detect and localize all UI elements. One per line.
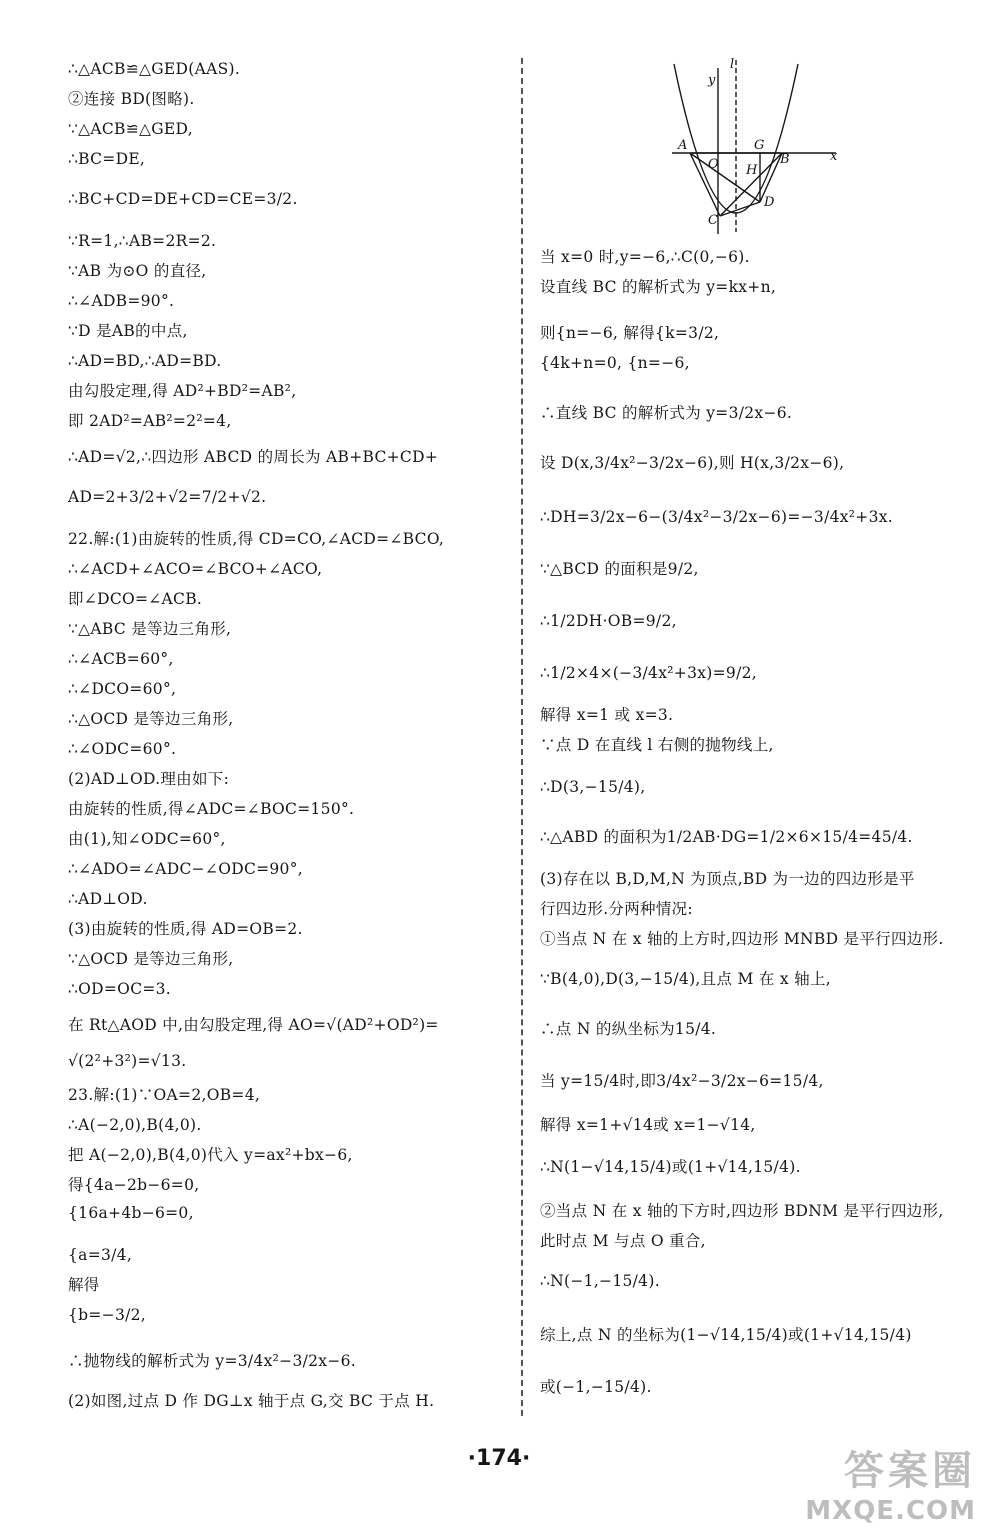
label-x: x [830, 149, 838, 164]
text-line: ∴△OCD 是等边三角形, [68, 710, 234, 728]
text-line: 即 2AD²=AB²=2²=4, [68, 412, 232, 430]
text-line: ∴直线 BC 的解析式为 y=3/2x−6. [540, 404, 793, 422]
text-line: ∵△BCD 的面积是9/2, [540, 560, 699, 578]
text-line: ∴抛物线的解析式为 y=3/4x²−3/2x−6. [68, 1352, 357, 1370]
parabola-figure [670, 56, 850, 236]
label-H: H [746, 163, 758, 178]
label-D: D [764, 195, 775, 210]
text-line: ∵B(4,0),D(3,−15/4),且点 M 在 x 轴上, [540, 970, 832, 988]
label-B: B [780, 152, 790, 167]
text-line: 把 A(−2,0),B(4,0)代入 y=ax²+bx−6, [68, 1146, 353, 1164]
text-line: ∴∠ACB=60°, [68, 650, 174, 668]
text-line: 得{4a−2b−6=0, [68, 1176, 200, 1194]
text-line: 当 x=0 时,y=−6,∴C(0,−6). [540, 248, 750, 266]
label-A: A [678, 138, 688, 153]
text-line: ∴DH=3/2x−6−(3/4x²−3/2x−6)=−3/4x²+3x. [540, 508, 894, 526]
text-line: 当 y=15/4时,即3/4x²−3/2x−6=15/4, [540, 1072, 824, 1090]
text-line: ∴AD=√2,∴四边形 ABCD 的周长为 AB+BC+CD+ [68, 448, 439, 466]
text-line: AD=2+3/2+√2=7/2+√2. [68, 488, 267, 506]
text-line: {a=3/4, [68, 1246, 133, 1264]
text-line: ∴N(−1,−15/4). [540, 1272, 660, 1290]
text-line: 由(1),知∠ODC=60°, [68, 830, 226, 848]
watermark-logo [805, 1439, 976, 1526]
text-line: ∴1/2×4×(−3/4x²+3x)=9/2, [540, 664, 757, 682]
text-line: (2)AD⊥OD.理由如下: [68, 770, 230, 788]
text-line: 23.解:(1)∵OA=2,OB=4, [68, 1086, 261, 1104]
text-line: 则{n=−6, 解得{k=3/2, [540, 324, 720, 342]
text-line: 设直线 BC 的解析式为 y=kx+n, [540, 278, 777, 296]
text-line: {b=−3/2, [68, 1306, 147, 1324]
text-line: ∴A(−2,0),B(4,0). [68, 1116, 202, 1134]
text-line: ∴∠ADO=∠ADC−∠ODC=90°, [68, 860, 303, 878]
text-line: ∴1/2DH·OB=9/2, [540, 612, 677, 630]
text-line: ∴AD=BD,∴AD=BD. [68, 352, 222, 370]
watermark-title: 答案圈 [844, 1448, 976, 1494]
text-line: 22.解:(1)由旋转的性质,得 CD=CO,∠ACD=∠BCO, [68, 530, 445, 548]
label-C: C [708, 213, 718, 228]
text-line: ∵AB 为⊙O 的直径, [68, 262, 207, 280]
text-line: ∴OD=OC=3. [68, 980, 172, 998]
text-line: ∴△ACB≌△GED(AAS). [68, 60, 241, 78]
text-line: 由勾股定理,得 AD²+BD²=AB², [68, 382, 297, 400]
text-line: ∵△OCD 是等边三角形, [68, 950, 234, 968]
text-line: ∴∠ADB=90°. [68, 292, 175, 310]
text-line: ∴BC=DE, [68, 150, 146, 168]
text-line: {4k+n=0, {n=−6, [540, 354, 690, 372]
text-line: ∴AD⊥OD. [68, 890, 148, 908]
text-line: ①当点 N 在 x 轴的上方时,四边形 MNBD 是平行四边形. [540, 930, 944, 948]
text-line: ∵R=1,∴AB=2R=2. [68, 232, 217, 250]
text-line: (3)存在以 B,D,M,N 为顶点,BD 为一边的四边形是平 [540, 870, 915, 888]
text-line: 即∠DCO=∠ACB. [68, 590, 203, 608]
text-line: ∵点 D 在直线 l 右侧的抛物线上, [540, 736, 774, 754]
label-y: y [708, 73, 716, 88]
text-line: 解得 x=1 或 x=3. [540, 706, 674, 724]
text-line: ∴△ABD 的面积为1/2AB·DG=1/2×6×15/4=45/4. [540, 828, 913, 846]
text-line: ∴∠ODC=60°. [68, 740, 177, 758]
text-line: 综上,点 N 的坐标为(1−√14,15/4)或(1+√14,15/4) [540, 1326, 912, 1344]
text-line: ②当点 N 在 x 轴的下方时,四边形 BDNM 是平行四边形, [540, 1202, 944, 1220]
text-line: ∵D 是AB的中点, [68, 322, 188, 340]
text-line: ∴点 N 的纵坐标为15/4. [540, 1020, 717, 1038]
text-line: 此时点 M 与点 O 重合, [540, 1232, 706, 1250]
text-line: 解得 x=1+√14或 x=1−√14, [540, 1116, 756, 1134]
text-line: 行四边形.分两种情况: [540, 900, 693, 918]
text-line: 设 D(x,3/4x²−3/2x−6),则 H(x,3/2x−6), [540, 454, 845, 472]
text-line: ∴∠ACD+∠ACO=∠BCO+∠ACO, [68, 560, 323, 578]
label-l: l [730, 57, 735, 72]
text-line: (3)由旋转的性质,得 AD=OB=2. [68, 920, 303, 938]
text-line: 或(−1,−15/4). [540, 1378, 652, 1396]
column-divider [521, 58, 523, 1416]
text-line: 由旋转的性质,得∠ADC=∠BOC=150°. [68, 800, 355, 818]
text-line: ∴BC+CD=DE+CD=CE=3/2. [68, 190, 298, 208]
text-line: 在 Rt△AOD 中,由勾股定理,得 AO=√(AD²+OD²)= [68, 1016, 439, 1034]
text-line: ∵△ACB≌△GED, [68, 120, 193, 138]
text-line: ∴∠DCO=60°, [68, 680, 177, 698]
text-line: ∴D(3,−15/4), [540, 778, 646, 796]
text-line: (2)如图,过点 D 作 DG⊥x 轴于点 G,交 BC 于点 H. [68, 1392, 435, 1410]
watermark-url: MXQE.COM [805, 1496, 976, 1526]
label-O: O [708, 157, 719, 172]
text-line: 解得 [68, 1276, 100, 1294]
label-G: G [754, 138, 765, 153]
text-line: ②连接 BD(图略). [68, 90, 195, 108]
text-line: {16a+4b−6=0, [68, 1204, 194, 1222]
page-number: ·174· [467, 1446, 531, 1471]
text-line: √(2²+3²)=√13. [68, 1052, 187, 1070]
text-line: ∴N(1−√14,15/4)或(1+√14,15/4). [540, 1158, 801, 1176]
text-line: ∵△ABC 是等边三角形, [68, 620, 232, 638]
